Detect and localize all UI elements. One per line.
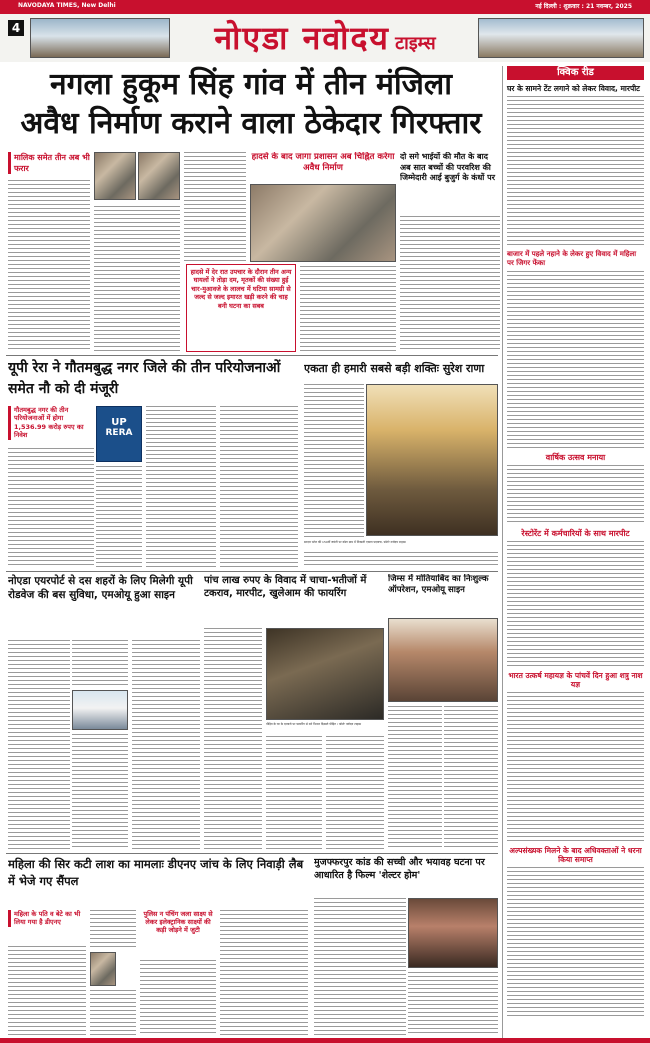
page-number: 4 [8, 20, 24, 36]
rera-logo-top: UP [111, 417, 127, 428]
headless-callout [140, 910, 216, 958]
lead-body-col-2 [94, 206, 180, 352]
film-photo [408, 898, 498, 968]
headless-kicker-text: महिला के पति व बेटे का भी लिया गया है डीएनए [8, 910, 86, 927]
quick-read-sidebar [502, 66, 644, 1038]
airport-body-col-2 [72, 640, 128, 686]
film-headline [314, 856, 498, 896]
date-line: नई दिल्ली : शुक्रवार : 21 नवम्बर, 2025 [535, 3, 632, 10]
masthead-title: नोएडा नवोदय [214, 19, 390, 57]
quick-read-item-2-title: बाजार में पहले नहाने के लेकर हुए विवाद में महिला पर जिगर फेंका [507, 250, 637, 267]
unity-headline-text: एकता ही हमारी सबसे बड़ी शक्तिः सुरेश राणा [304, 362, 485, 375]
headless-callout-text: पुलिस न पंचिंग जला साक्ष्य से लेकर इलेक्ट्रानिक साक्ष्यों की कड़ी जोड़ने में जुटी [143, 910, 213, 935]
feud-body-col-2 [266, 736, 322, 850]
headless-body-col-3 [90, 990, 136, 1036]
masthead [0, 14, 650, 62]
unity-photo [366, 384, 498, 536]
lead-body-col-1 [8, 180, 90, 352]
rule-rera-bottom [6, 571, 498, 572]
quick-read-item-3-title: वार्षिक उत्सव मनाया [545, 453, 606, 462]
unity-caption [304, 540, 498, 550]
rera-logo-bottom: RERA [105, 428, 133, 438]
quick-read-item-6-body [507, 867, 644, 1017]
feud-caption-text: पीड़ित के घर के दरवाजे पर फायरिंग से बने निशान दिखाते पीड़ित । फोटोः नवोदय टाइम्स [266, 722, 361, 726]
headless-body-col-5 [220, 910, 308, 1036]
header-photo-right [478, 18, 644, 58]
brothers-headline-text: दो सगे भाईयों की मौत के बाद अब सात बच्चों की परवरिश की जिम्मेदारी आई बुजुर्ग के कंधों पर [400, 152, 495, 182]
masthead-times: टाइम्स [395, 33, 436, 54]
lead-pull-quote-text: हादसे के बाद जागा प्रशासन अब चिह्नित करेगा अवैध निर्माण [251, 152, 395, 173]
feud-caption [266, 722, 384, 732]
unity-headline [304, 360, 498, 382]
quick-read-item-5-body [507, 692, 644, 842]
headless-body-col-4 [140, 960, 216, 1036]
feud-body-col-3 [326, 736, 384, 850]
unity-caption-text: सरदार पटेल की 150वीं जयंती पर कोटा ग्राम में निकाली एकता पदयात्रा, फोटोः नवोदय टाइम्स [304, 540, 406, 544]
lead-body-col-3 [184, 152, 246, 262]
quick-read-item-6-title: अल्पसंख्यक मिलने के बाद अधिवक्ताओं ने धरना किया समाप्त [509, 846, 642, 864]
rule-lead-bottom [6, 355, 498, 356]
rule-airport-bottom [6, 853, 498, 854]
headless-body-col-2 [90, 910, 136, 950]
headless-body-col-1 [8, 946, 86, 1036]
lead-body-col-4 [300, 266, 396, 352]
headless-kicker [8, 910, 86, 944]
rera-headline-text: यूपी रेरा ने गौतमबुद्ध नगर जिले की तीन परियोजनाओं समेत नौ को दी मंजूरी [8, 360, 281, 397]
rera-kicker-text: गौतमबुद्ध नगर की तीन परियोजनाओं में होगा 1,536.99 करोड़ रुपए का निवेश [8, 406, 94, 440]
lead-headline-line-1: नगला हुकूम सिंह गांव में तीन मंजिला [49, 67, 453, 102]
paper-label: NAVODAYA TIMES, New Delhi [18, 2, 116, 9]
unity-body-col-2 [304, 552, 498, 568]
headless-photo [90, 952, 116, 986]
quick-read-item-3-body [507, 465, 644, 525]
rera-body-col-1 [8, 448, 94, 568]
lead-pull-quote [248, 152, 398, 182]
lead-callout-text: हादसे में देर रात उपचार के दौरान तीन अन्य घायलों ने तोड़ा दम, मृतकों की संख्या हुई चार-मुआवजे के लालच में घटिया सामग्री से जल्द से जल्द इमारत खड़ी करने की चाह बनी घटना का सबब [190, 268, 292, 310]
lead-photo-2 [138, 152, 180, 200]
jims-headline-text: जिम्स में मोतियाबिंद का निःशुल्क ऑपरेशन, एमओयू साइन [388, 574, 489, 595]
quick-read-item-1-title: घर के सामने टेंट लगाने को लेकर विवाद, मारपीट [507, 84, 640, 93]
film-body-col-2 [408, 972, 498, 1036]
quick-read-title: क्विक रीड [507, 66, 644, 80]
header-photo-left [30, 18, 170, 58]
lead-kicker [8, 152, 90, 178]
feud-headline-text: पांच लाख रुपए के विवाद में चाचा-भतीजों में टकराव, मारपीट, खुलेआम की फायरिंग [204, 575, 367, 599]
brothers-headline [400, 152, 500, 212]
headless-headline [8, 856, 308, 906]
airport-bus-photo [72, 690, 128, 730]
airport-body-col-1 [8, 640, 70, 850]
airport-body-col-4 [132, 640, 200, 850]
headless-headline-text: महिला की सिर कटी लाश का मामलाः डीएनए जांच के लिए निवाड़ी लैब में भेजे गए सैंपल [8, 857, 304, 888]
quick-read-item-2-body [507, 271, 644, 449]
lead-photo-1 [94, 152, 136, 200]
airport-headline-text: नोएडा एयरपोर्ट से दस शहरों के लिए मिलेगी यूपी रोडवेज की बस सुविधा, एमओयू हुआ साइन [8, 575, 193, 601]
quick-read-item-5-title: भारत उत्कर्ष महायज्ञ के पांचवें दिन हुआ शत्रु नाश यज्ञ [508, 671, 643, 689]
top-strip [0, 0, 650, 14]
jims-photo [388, 618, 498, 702]
bottom-strip [0, 1038, 650, 1043]
lead-kicker-text: मालिक समेत तीन अब भी फरार [8, 152, 90, 174]
lead-photo-3 [250, 184, 396, 262]
rera-headline [8, 358, 298, 402]
feud-headline [204, 574, 384, 624]
film-headline-text: मुजफ्फरपुर कांड की सच्ची और भयावह घटना पर आधारित है फिल्म 'शेल्टर होम' [314, 857, 485, 881]
rera-logo [96, 406, 142, 462]
rera-kicker [8, 406, 94, 446]
unity-body-col-1 [304, 384, 364, 538]
film-body-col-1 [314, 898, 406, 1036]
jims-body-col-2 [444, 706, 498, 850]
feud-photo [266, 628, 384, 720]
jims-headline [388, 574, 498, 616]
lead-headline [6, 66, 496, 148]
brothers-body [400, 216, 500, 352]
lead-callout-box [186, 264, 296, 352]
rera-body-col-3 [146, 406, 216, 568]
airport-headline [8, 574, 200, 636]
rera-body-col-2 [96, 466, 142, 568]
feud-body-col-1 [204, 628, 262, 850]
airport-body-col-3 [72, 734, 128, 850]
quick-read-item-1-body [507, 96, 644, 246]
rera-body-col-4 [220, 406, 298, 568]
jims-body-col-1 [388, 706, 442, 850]
lead-headline-line-2: अवैध निर्माण कराने वाला ठेकेदार गिरफ्तार [20, 106, 482, 141]
quick-read-item-4-title: रेस्टोरेंट में कर्मचारियों के साथ मारपीट [521, 529, 630, 538]
quick-read-item-4-body [507, 541, 644, 667]
